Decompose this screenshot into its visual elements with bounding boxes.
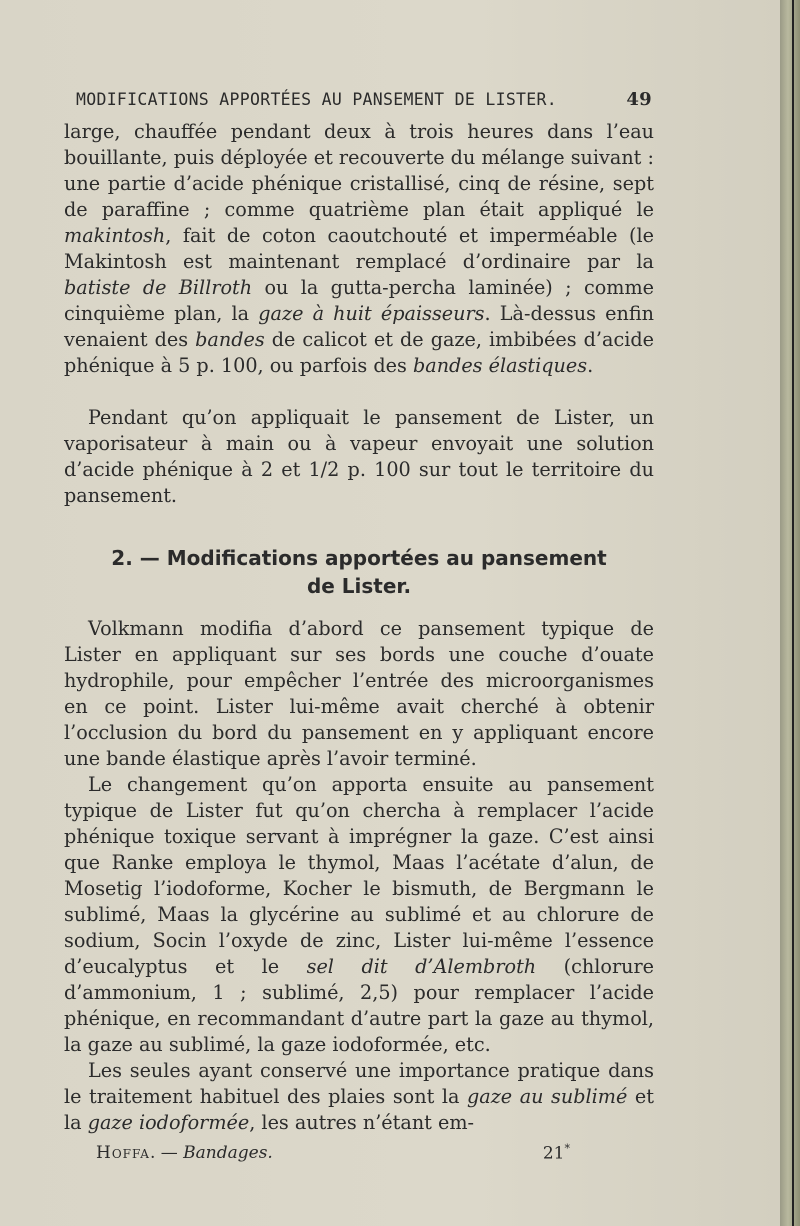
signature-mark: 21* [542, 1142, 570, 1164]
italic-term: gaze à huit épaisseurs [258, 302, 485, 325]
page-edge [780, 0, 800, 1226]
italic-term: bandes [195, 328, 265, 351]
footer-author: Hoffa [96, 1143, 150, 1163]
section-heading-line-2: de Lister. [306, 574, 412, 598]
paragraph-4: Le changement qu’on apporta ensuite au pansement typique de Lister fut qu’on chercha à remplacer l’acide phénique toxique servant à imprégner la gaze. C’est ainsi que Ranke employa le thymol, Maas l’acétate d’alun, de Mosetig l’iodoforme, Kocher le bismuth, de Bergmann le sublimé, Maas la glycérine au sublimé et au chlorure de sodium, Socin l’oxyde de zinc, Lister lui-même l’essence d’eucalyptus et le sel dit d’Alembroth (chlorure d’ammonium, 1 ; sublimé, 2,5) pour remplacer l’acide phénique, en recommandant d’autre part la gaze au thymol, la gaze au sublimé, la gaze iodoformée, etc. [64, 773, 655, 1056]
paragraph-3: Volkmann modifia d’abord ce pansement typique de Lister en appliquant sur ses bords une couche d’ouate hydrophile, pour empêcher l’entrée des microorganismes en ce point. Lister lui-même avait cherché à obtenir l’occlusion du bord du pansement en y appliquant encore une bande élastique après l’avoir terminé. [64, 617, 654, 770]
italic-term: sel dit d’Alembroth [306, 955, 537, 978]
italic-term: makintosh [64, 224, 166, 247]
paragraph-1: large, chauffée pendant deux à trois heures dans l’eau bouillante, puis déployée et recouverte du mélange suivant : une partie d’acide phénique cristallisé, cinq de résine, sept de paraffine ; comme quatrième plan était appliqué le makintosh, fait de coton caoutchouté et imperméable (le Makintosh est maintenant remplacé d’ordinaire par la batiste de Billroth ou la gutta-percha laminée) ; comme cinquième plan, la gaze à huit épaisseurs. Là-dessus enfin venaient des bandes de calicot et de gaze, imbibées d’acide phénique à 5 p. 100, ou parfois des bandes élastiques. [64, 120, 654, 377]
italic-term: batiste de Billroth [64, 276, 253, 299]
running-title: MODIFICATIONS APPORTÉES AU PANSEMENT DE LISTER. [76, 89, 557, 109]
paragraph-5: Les seules ayant conservé une importance pratique dans le traitement habituel des plaies sont la gaze au sublimé et la gaze iodoformée, les autres n’étant em- [64, 1059, 654, 1134]
footer-title: Bandages. [183, 1143, 273, 1163]
running-header [76, 84, 652, 114]
italic-term: bandes élastiques [412, 354, 588, 377]
italic-term: gaze iodoformée [87, 1111, 250, 1134]
page-number: 49 [626, 88, 652, 110]
paragraph-2: Pendant qu’on appliquait le pansement de Lister, un vaporisateur à main ou à vapeur envoyait une solution d’acide phénique à 2 et 1/2 p. 100 sur tout le territoire du pansement. [64, 406, 654, 507]
binding-line [792, 0, 794, 1226]
footer-reference: Hoffa. — Bandages. [96, 1143, 273, 1163]
footer [96, 1140, 570, 1166]
section-heading [64, 544, 654, 600]
italic-term: gaze au sublimé [466, 1085, 628, 1108]
section-heading-line-1: 2. — Modifications apportées au pansement [111, 546, 607, 570]
